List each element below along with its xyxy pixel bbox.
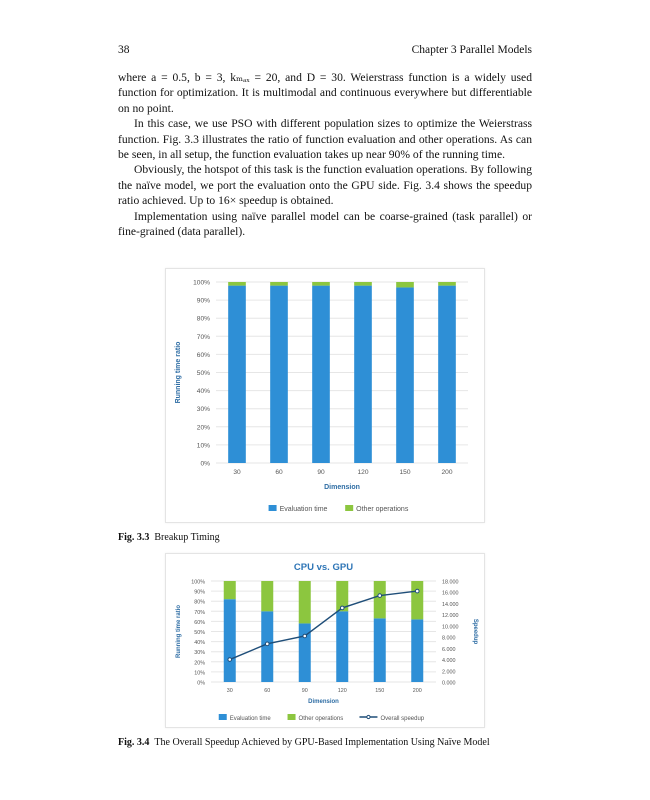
caption-text: Breakup Timing — [154, 532, 220, 543]
y-tick-label: 60% — [196, 351, 210, 359]
legend-label: Other operations — [298, 716, 344, 722]
x-tick-label: 90 — [301, 688, 308, 694]
x-tick-label: 150 — [399, 469, 411, 476]
speedup-point — [340, 606, 344, 610]
cpu-vs-gpu-chart — [166, 554, 484, 727]
bar-evaluation-time — [312, 286, 330, 463]
y-tick-label: 60% — [194, 619, 205, 626]
x-tick-label: 90 — [317, 469, 325, 476]
bar-other-operations — [270, 282, 288, 286]
legend-swatch — [269, 505, 277, 511]
bar-evaluation-time — [396, 287, 414, 463]
figure-cpu-vs-gpu — [165, 553, 485, 728]
bar-other-operations — [374, 581, 386, 618]
legend-label: Evaluation time — [229, 716, 271, 722]
paragraph: In this case, we use PSO with different population sizes to optimize the Weierstrass function. Fig. 3.3 illustrates the ratio of function evaluation and other operations. As can be seen, in all setup, the function evaluation takes up near 90% of the running time. — [118, 117, 532, 162]
y-tick-label: 20% — [194, 660, 205, 667]
x-tick-label: 120 — [337, 688, 347, 694]
y2-tick-label: 2.000 — [442, 669, 456, 676]
y-tick-label: 80% — [196, 315, 210, 323]
speedup-point — [303, 634, 307, 638]
legend-label: Other operations — [356, 506, 409, 513]
caption-label: Fig. 3.3 — [118, 532, 150, 543]
bar-other-operations — [261, 581, 273, 611]
bar-other-operations — [396, 282, 414, 287]
x-tick-label: 30 — [233, 469, 241, 476]
x-tick-label: 60 — [264, 688, 271, 694]
y-tick-label: 0% — [200, 460, 210, 468]
bar-other-operations — [354, 282, 372, 286]
page-header — [118, 44, 532, 60]
bar-evaluation-time — [438, 286, 456, 463]
legend-label: Evaluation time — [279, 506, 328, 513]
bar-evaluation-time — [270, 286, 288, 463]
y2-tick-label: 4.000 — [442, 658, 456, 665]
y-tick-label: 100% — [193, 279, 210, 287]
y-tick-label: 10% — [196, 442, 210, 450]
running-head: Chapter 3 Parallel Models — [411, 44, 532, 56]
legend-swatch — [345, 505, 353, 511]
x-tick-label: 200 — [412, 688, 422, 694]
bar-evaluation-time — [336, 611, 348, 682]
y-tick-label: 30% — [194, 650, 205, 657]
y2-tick-label: 8.000 — [442, 635, 456, 642]
y-tick-label: 40% — [194, 640, 205, 647]
x-tick-label: 30 — [226, 688, 233, 694]
speedup-point — [378, 594, 382, 598]
x-axis-label: Dimension — [324, 484, 360, 491]
figure-caption — [118, 532, 220, 543]
y-tick-label: 40% — [196, 388, 210, 396]
bar-evaluation-time — [354, 286, 372, 463]
chart-title: CPU vs. GPU — [293, 562, 354, 573]
y-tick-label: 70% — [196, 333, 210, 341]
x-tick-label: 150 — [375, 688, 385, 694]
x-tick-label: 60 — [275, 469, 283, 476]
bar-other-operations — [299, 581, 311, 623]
bar-evaluation-time — [224, 599, 236, 682]
x-axis-label: Dimension — [308, 699, 339, 705]
paragraph: Implementation using naïve parallel model can be coarse-grained (task parallel) or fine-grained (data parallel). — [118, 209, 532, 239]
legend-swatch — [288, 714, 296, 720]
bar-evaluation-time — [261, 611, 273, 682]
bar-other-operations — [411, 581, 423, 619]
legend-marker — [367, 715, 370, 718]
y2-tick-label: 14.000 — [442, 601, 459, 608]
y-tick-label: 50% — [196, 370, 210, 377]
y-axis-label: Running time ratio — [175, 341, 182, 404]
bar-other-operations — [228, 282, 246, 286]
bar-evaluation-time — [411, 619, 423, 682]
y-tick-label: 10% — [194, 670, 205, 677]
y2-tick-label: 12.000 — [442, 613, 459, 620]
bar-other-operations — [438, 282, 456, 286]
y2-tick-label: 0.000 — [442, 680, 456, 687]
speedup-point — [228, 658, 232, 662]
bar-other-operations — [224, 581, 236, 599]
paragraph: where a = 0.5, b = 3, kₘₐₓ = 20, and D = 30. Weierstrass function is a widely used function for optimization. It is multimodal and continuous everywhere but differentiable on no point. — [118, 71, 532, 115]
y-tick-label: 0% — [197, 680, 205, 687]
y-axis-label: Running time ratio — [176, 605, 182, 658]
breakup-timing-chart — [166, 269, 484, 522]
y2-tick-label: 6.000 — [442, 646, 456, 653]
speedup-point — [265, 642, 269, 646]
y-tick-label: 90% — [196, 297, 210, 305]
bar-evaluation-time — [228, 286, 246, 463]
y-tick-label: 90% — [194, 589, 205, 596]
legend-label: Overall speedup — [380, 716, 425, 722]
y-tick-label: 30% — [196, 406, 210, 414]
speedup-point — [415, 589, 419, 593]
bar-other-operations — [312, 282, 330, 286]
y-tick-label: 100% — [191, 579, 205, 586]
page-number: 38 — [118, 44, 130, 56]
y2-tick-label: 16.000 — [442, 590, 459, 597]
y2-tick-label: 18.000 — [442, 579, 459, 586]
y-tick-label: 50% — [194, 630, 205, 636]
figure-breakup-timing — [165, 268, 485, 523]
figure-caption — [118, 737, 490, 748]
y-tick-label: 80% — [194, 599, 205, 606]
x-tick-label: 120 — [357, 469, 369, 476]
y-tick-label: 70% — [194, 609, 205, 616]
y2-axis-label: Speedup — [472, 618, 478, 645]
x-tick-label: 200 — [441, 469, 453, 476]
paragraph: Obviously, the hotspot of this task is the function evaluation operations. By following the naïve model, we port the evaluation onto the GPU side. Fig. 3.4 shows the speedup ratio achieved. Up to 16× speedup is obtained. — [118, 163, 532, 208]
legend-swatch — [219, 714, 227, 720]
body-text — [118, 70, 532, 239]
y-tick-label: 20% — [196, 424, 210, 432]
caption-text: The Overall Speedup Achieved by GPU-Based Implementation Using Naïve Model — [154, 737, 490, 748]
y2-tick-label: 10.000 — [442, 624, 459, 631]
bar-evaluation-time — [374, 618, 386, 682]
caption-label: Fig. 3.4 — [118, 737, 150, 748]
